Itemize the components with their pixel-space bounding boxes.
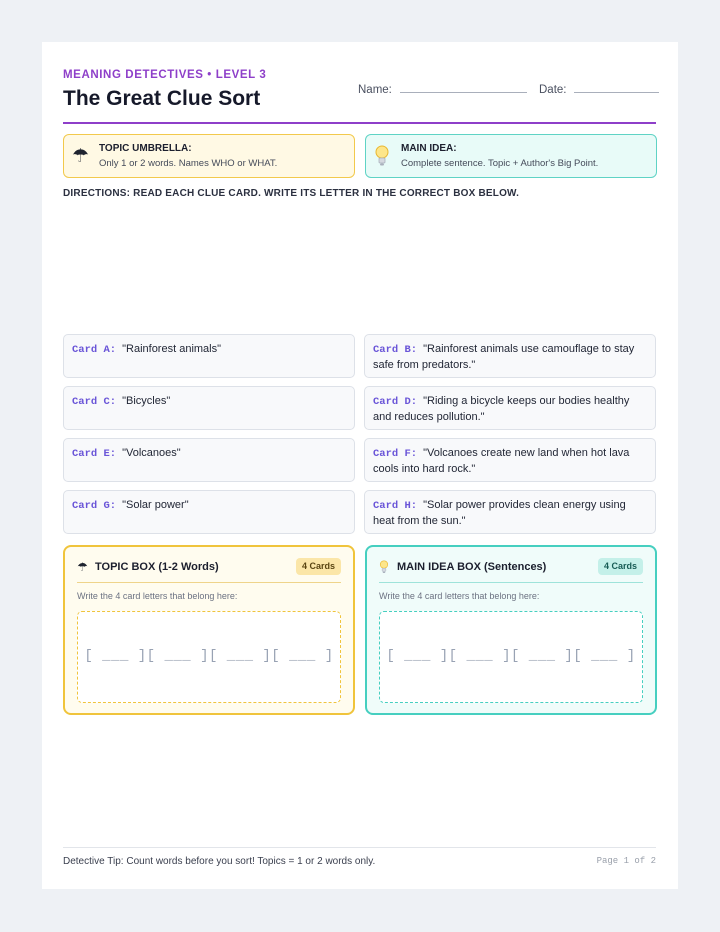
detective-tip: Detective Tip: Count words before you sort! Topics = 1 or 2 words only. [63,856,376,867]
clue-card-a [63,334,355,378]
topic-definition [63,134,355,178]
card-label: Card B: [373,344,418,356]
clue-card-b [364,334,656,378]
name-field[interactable] [358,82,527,96]
topic-definition-text: Only 1 or 2 words. Names WHO or WHAT. [99,158,278,169]
topic-answer-slots[interactable]: [ ___ ][ ___ ][ ___ ][ ___ ] [84,648,334,664]
topic-box-instruction: Write the 4 card letters that belong here: [77,591,238,601]
topic-box [63,545,355,715]
main-idea-box-title: MAIN IDEA BOX (Sentences) [397,561,547,573]
clue-card-c [63,386,355,430]
date-line[interactable] [574,82,659,93]
main-idea-definition-heading: MAIN IDEA: [401,143,457,154]
name-label: Name: [358,84,392,96]
series-label: MEANING DETECTIVES • LEVEL 3 [63,69,267,81]
footer-divider [63,847,656,848]
card-text: "Solar power" [122,499,189,511]
date-field[interactable] [539,82,659,96]
card-text: "Bicycles" [122,395,171,407]
card-label: Card A: [72,344,117,356]
clue-card-d [364,386,656,430]
main-idea-box-instruction: Write the 4 card letters that belong here: [379,591,540,601]
topic-box-title: TOPIC BOX (1-2 Words) [95,561,219,573]
main-idea-answer-area[interactable] [379,611,643,703]
page-title: The Great Clue Sort [63,87,261,110]
card-text: "Rainforest animals" [122,343,222,355]
main-idea-box [365,545,657,715]
lightbulb-icon [374,145,390,173]
topic-box-header [77,558,341,583]
card-label: Card G: [72,500,117,512]
date-label: Date: [539,84,567,96]
card-text: "Volcanoes" [122,447,181,459]
main-idea-answer-slots[interactable]: [ ___ ][ ___ ][ ___ ][ ___ ] [386,648,636,664]
topic-answer-area[interactable] [77,611,341,703]
card-text: "Solar power provides clean energy using heat from the sun." [373,499,626,527]
main-idea-box-header [379,558,643,583]
clue-card-f [364,438,656,482]
card-text: "Volcanoes create new land when hot lava cools into hard rock." [373,447,630,475]
worksheet-page [42,42,678,889]
card-label: Card C: [72,396,117,408]
lightbulb-icon [379,560,389,577]
umbrella-icon: ☂ [77,560,88,574]
main-idea-definition [365,134,657,178]
card-label: Card D: [373,396,418,408]
card-text: "Rainforest animals use camouflage to stay safe from predators." [373,343,635,371]
card-label: Card E: [72,448,117,460]
header-divider [63,122,656,124]
topic-definition-heading: TOPIC UMBRELLA: [99,143,192,154]
header [63,69,656,124]
directions: DIRECTIONS: READ EACH CLUE CARD. WRITE ITS LETTER IN THE CORRECT BOX BELOW. [63,188,520,199]
page-number: Page 1 of 2 [596,856,656,866]
topic-box-badge: 4 Cards [296,558,341,575]
main-idea-box-badge: 4 Cards [598,558,643,575]
main-idea-definition-text: Complete sentence. Topic + Author's Big Point. [401,158,599,169]
clue-card-g [63,490,355,534]
clue-card-e [63,438,355,482]
card-text: "Riding a bicycle keeps our bodies healthy and reduces pollution." [373,395,630,423]
card-label: Card H: [373,500,418,512]
name-line[interactable] [400,82,527,93]
card-label: Card F: [373,448,418,460]
umbrella-icon: ☂ [72,146,90,167]
clue-card-h [364,490,656,534]
